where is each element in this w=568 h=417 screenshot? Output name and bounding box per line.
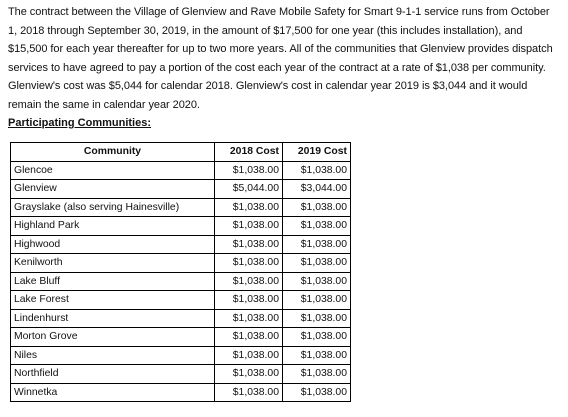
cost-2019-cell: $3,044.00 [283, 180, 351, 199]
cost-2019-cell: $1,038.00 [283, 272, 351, 291]
cost-2019-cell: $1,038.00 [283, 254, 351, 273]
community-cell: Winnetka [11, 383, 215, 402]
column-header-2018-cost: 2018 Cost [215, 143, 283, 162]
table-row [11, 272, 351, 291]
table-row [11, 328, 351, 347]
cost-2019-cell: $1,038.00 [283, 328, 351, 347]
cost-2018-cell: $1,038.00 [215, 365, 283, 384]
table-row [11, 346, 351, 365]
community-cell: Kenilworth [11, 254, 215, 273]
table-row [11, 235, 351, 254]
community-cell: Northfield [11, 365, 215, 384]
table-row [11, 365, 351, 384]
cost-2019-cell: $1,038.00 [283, 217, 351, 236]
community-cell: Niles [11, 346, 215, 365]
cost-2018-cell: $1,038.00 [215, 309, 283, 328]
cost-2018-cell: $1,038.00 [215, 161, 283, 180]
community-cell: Lake Forest [11, 291, 215, 310]
community-cell: Glencoe [11, 161, 215, 180]
cost-2018-cell: $1,038.00 [215, 272, 283, 291]
cost-2018-cell: $1,038.00 [215, 346, 283, 365]
cost-2018-cell: $1,038.00 [215, 383, 283, 402]
community-cell: Lindenhurst [11, 309, 215, 328]
cost-2019-cell: $1,038.00 [283, 346, 351, 365]
table-row [11, 217, 351, 236]
community-cell: Grayslake (also serving Hainesville) [11, 198, 215, 217]
cost-2019-cell: $1,038.00 [283, 161, 351, 180]
cost-2018-cell: $5,044.00 [215, 180, 283, 199]
cost-2019-cell: $1,038.00 [283, 198, 351, 217]
table-row [11, 198, 351, 217]
cost-2018-cell: $1,038.00 [215, 235, 283, 254]
cost-2018-cell: $1,038.00 [215, 328, 283, 347]
cost-2018-cell: $1,038.00 [215, 291, 283, 310]
contract-paragraph: The contract between the Village of Glenview and Rave Mobile Safety for Smart 9-1-1 service runs from October 1, 2018 through September 30, 2019, in the amount of $17,500 for one year (this includes installation), and $15,500 for each year thereafter for up to two more years. All of the communities that Glenview provides dispatch services to have agreed to pay a portion of the cost each year of the contract at a rate of $1,038 per community. Glenview's cost was $5,044 for calendar 2018. Glenview's cost in calendar year 2019 is $3,044 and it would remain the same in calendar year 2020. [8, 6, 553, 111]
cost-2019-cell: $1,038.00 [283, 235, 351, 254]
table-row [11, 180, 351, 199]
table-row [11, 383, 351, 402]
cost-2019-cell: $1,038.00 [283, 291, 351, 310]
cost-2019-cell: $1,038.00 [283, 309, 351, 328]
column-header-2019-cost: 2019 Cost [283, 143, 351, 162]
table-row [11, 309, 351, 328]
cost-2018-cell: $1,038.00 [215, 198, 283, 217]
cost-table [10, 142, 351, 402]
community-cell: Morton Grove [11, 328, 215, 347]
table-row [11, 254, 351, 273]
community-cell: Lake Bluff [11, 272, 215, 291]
cost-2018-cell: $1,038.00 [215, 254, 283, 273]
community-cell: Glenview [11, 180, 215, 199]
table-row [11, 161, 351, 180]
column-header-community: Community [11, 143, 215, 162]
table-row [11, 291, 351, 310]
participating-communities-heading: Participating Communities: [8, 117, 152, 129]
cost-2019-cell: $1,038.00 [283, 383, 351, 402]
community-cell: Highwood [11, 235, 215, 254]
table-header-row [11, 143, 351, 162]
community-cell: Highland Park [11, 217, 215, 236]
cost-2019-cell: $1,038.00 [283, 365, 351, 384]
cost-2018-cell: $1,038.00 [215, 217, 283, 236]
